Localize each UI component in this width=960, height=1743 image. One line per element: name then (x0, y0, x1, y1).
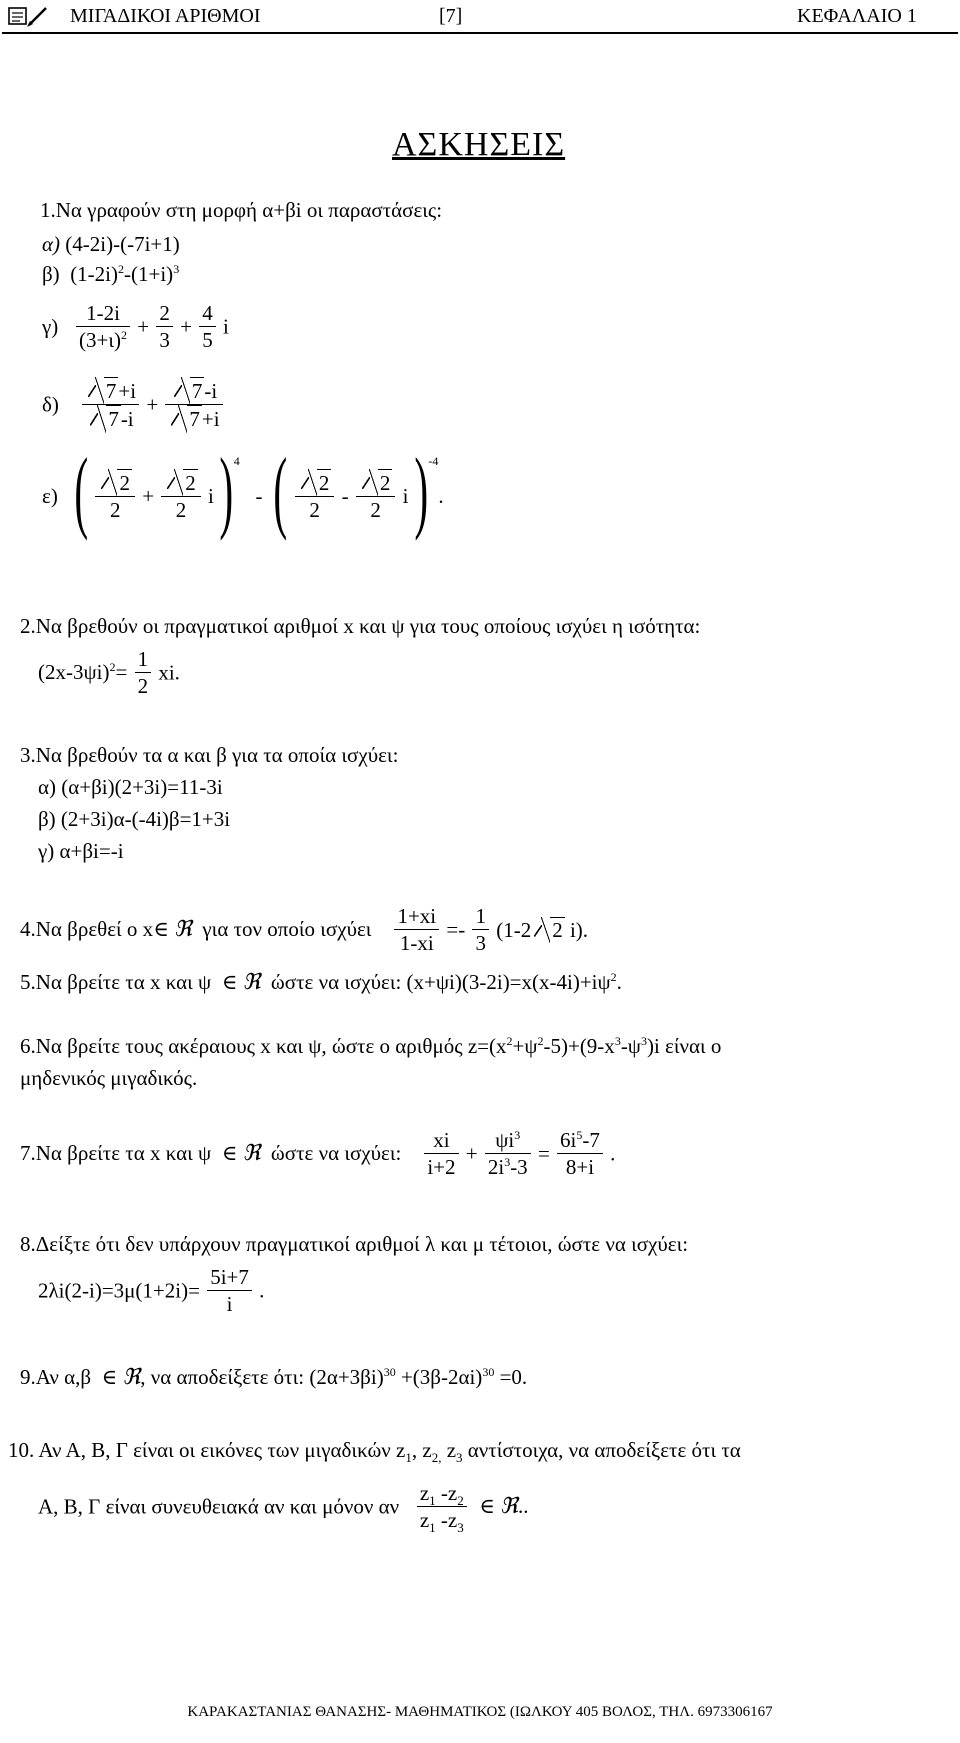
ex7-equation: 7.Να βρείτε τα x και ψ ∈ ℜ ώστε να ισχύει: $\frac{xi}{i+2}$ + $\frac{\psi i^3}{2i^3-3}$ = $\frac{6i^5-7}{8+i}$ . (20, 1128, 616, 1180)
ex3-g: γ) α+βi=-i (38, 839, 124, 863)
real-numbers-symbol: ℜ (122, 1365, 141, 1390)
fraction: $\frac{2}{2}$ (95, 469, 135, 524)
fraction: $\frac{5i+7}{i}$ (207, 1264, 252, 1318)
header-rule (2, 32, 958, 34)
open-book-pen-icon (8, 6, 50, 28)
ex1-g-label: γ) (42, 314, 59, 339)
header-chapter: ΚΕΦΑΛΑΙΟ 1 (797, 5, 917, 27)
fraction: $\frac{2}{2}$ (356, 469, 396, 524)
ex1-g: γ) $\frac{1-2i}{(3+\iota)^2}$ + $\frac{2}{3}$ + $\frac{4}{5}$ i (42, 301, 229, 353)
header-page-number: [7] (439, 5, 463, 27)
ex8-equation: 2λi(2-i)=3μ(1+2i)= $\frac{5i+7}{i}$ . (38, 1265, 265, 1317)
ex8-intro: 8.Δείξτε ότι δεν υπάρχουν πραγματικοί αριθμοί λ και μ τέτοιοι, ώστε να ισχύει: (20, 1232, 689, 1256)
ex5: 5.Να βρείτε τα x και ψ ∈ ℜ ώστε να ισχύει: $(x+\psi i)(3-2i)=x(x-4i)+i\psi^2$. (20, 970, 622, 995)
fraction: $\frac{1-2i}{(3+\iota)^2}$ (76, 300, 130, 354)
real-numbers-symbol: ℜ (242, 970, 261, 995)
ex3-a: α) (α+βi)(2+3i)=11-3i (38, 775, 223, 799)
ex2-intro: 2.Να βρεθούν οι πραγματικοί αριθμοί x και ψ για τους οποίους ισχύει η ισότητα: (20, 614, 701, 638)
ex3-intro: 3.Να βρεθούν τα α και β για τα οποία ισχύει: (20, 743, 399, 767)
ex10-line2: Α, Β, Γ είναι συνευθειακά αν και μόνον αν $\frac{z_1 -z_2}{z_1 -z_3}$ ∈ ℜ.. (38, 1481, 529, 1536)
fraction: $\frac{2}{3}$ (156, 300, 173, 354)
ex1-intro: 1.Να γραφούν στη μορφή α+βi οι παραστάσεις: (40, 198, 443, 222)
ex4-equation: 4.Να βρεθεί ο x∈ ℜ για τον οποίο ισχύει $\frac{1+xi}{1-xi}$ =- $\frac{1}{3}$ (1-2 2 i). (20, 904, 589, 956)
fraction: $\frac{2}{2}$ (161, 469, 201, 524)
ex9: 9.Αν α,β ∈ ℜ, να αποδείξετε ότι: $(2\alpha+3\beta i)^{30} +(3\beta-2\alpha i)^{30} =0$. (20, 1365, 528, 1390)
real-numbers-symbol: ℜ (242, 1141, 261, 1167)
fraction: $\frac{1+xi}{1-xi}$ (394, 903, 439, 957)
fraction: $\frac{4}{5}$ (199, 300, 216, 354)
ex1-e: ε) ( $\frac{2}{2}$ + $\frac{2}{2}$ i )$^4$ - ( $\frac{2}{2}$ - $\frac{2}{2}$ i )$^{-4}$. (42, 439, 444, 541)
fraction: $\frac{7+i}{7-i}$ (82, 377, 139, 433)
fraction: $\frac{7-i}{7+i}$ (165, 377, 222, 433)
fraction: $\frac{\psi i^3}{2i^3-3}$ (485, 1127, 531, 1181)
ex1-d-label: δ) (42, 392, 59, 417)
header-left-title: ΜΙΓΑΔΙΚΟΙ ΑΡΙΘΜΟΙ (70, 5, 261, 27)
fraction: $\frac{z_1 -z_2}{z_1 -z_3}$ (417, 1480, 467, 1534)
fraction: $\frac{2}{2}$ (295, 469, 335, 524)
ex1-b-label: β) (42, 262, 60, 286)
ex1-e-label: ε) (42, 483, 58, 508)
ex1-a-label: α) (42, 232, 61, 256)
page-title: ΑΣΚΗΣΕΙΣ (392, 126, 566, 163)
ex1-b: β) $(1-2i)^2-(1+i)^3$ (42, 262, 180, 286)
fraction: $\frac{6i^5-7}{8+i}$ (557, 1127, 603, 1181)
ex1-d: δ) $\frac{7+i}{7-i}$ + $\frac{7-i}{7+i}$ (42, 377, 225, 433)
fraction: $\frac{xi}{i+2}$ (424, 1127, 458, 1181)
ex2-equation: $(2x-3\psi i)^2=$ $\frac{1}{2}$ xi. (38, 647, 180, 699)
fraction: $\frac{1}{2}$ (135, 646, 152, 700)
ex1-a-expr: (4-2i)-(-7i+1) (60, 232, 180, 256)
ex10-line1: 10. Αν Α, Β, Γ είναι οι εικόνες των μιγαδικών $z_1$, $z_{2,}$ $z_3$ αντίστοιχα, να αποδείξετε ότι τα (8, 1438, 741, 1466)
ex6-line1: 6.Να βρείτε τους ακέραιους x και ψ, ώστε ο αριθμός $z=(x^2+\psi^2-5)+(9-x^3-\psi^3)i$ είναι ο (20, 1034, 722, 1058)
page-footer: ΚΑΡΑΚΑΣΤΑΝΙΑΣ ΘΑΝΑΣΗΣ- ΜΑΘΗΜΑΤΙΚΟΣ (ΙΩΛΚΟΥ 405 ΒΟΛΟΣ, ΤΗΛ. 6973306167 (187, 1704, 773, 1720)
page-header (0, 2, 960, 34)
ex3-b: β) (2+3i)α-(-4i)β=1+3i (38, 807, 231, 831)
real-numbers-symbol: ℜ (173, 917, 192, 943)
ex1-a (42, 232, 180, 257)
ex6-line2: μηδενικός μιγαδικός. (20, 1066, 198, 1090)
fraction: $\frac{1}{3}$ (472, 903, 489, 957)
real-numbers-symbol: ℜ (500, 1494, 518, 1520)
